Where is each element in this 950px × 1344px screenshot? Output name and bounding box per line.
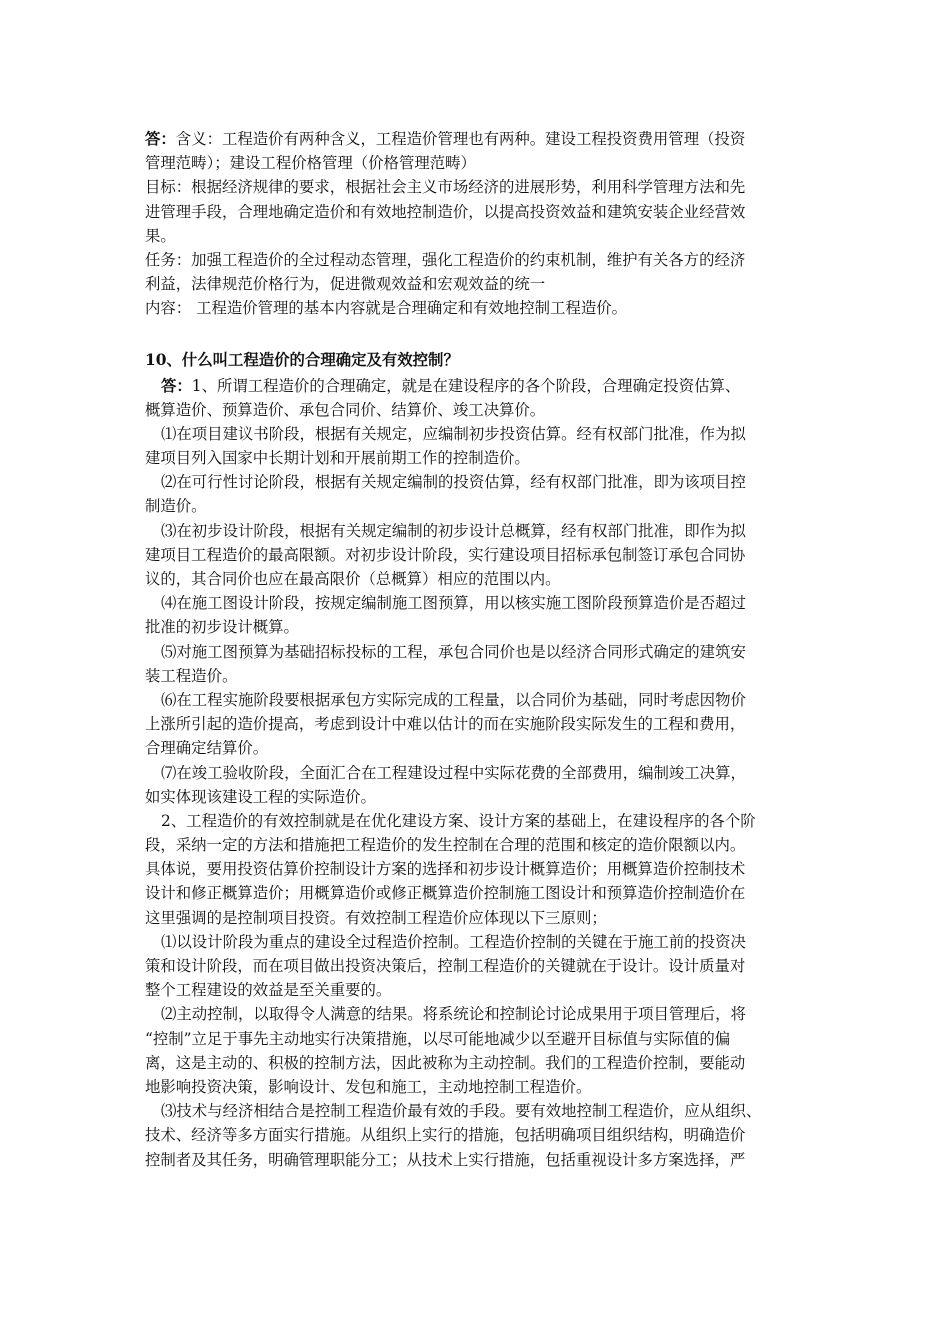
text-line xyxy=(145,591,810,615)
line-text: 任务：加强工程造价的全过程动态管理，强化工程造价的约束机制，维护有关各方的经济 xyxy=(145,250,746,269)
text-line xyxy=(145,954,810,978)
line-text: 技术、经济等多方面实行措施。从组织上实行的措施，包括明确项目组织结构，明确造价 xyxy=(145,1126,746,1145)
text-line xyxy=(145,1051,810,1075)
document-page xyxy=(145,127,810,1172)
line-text: ⑺在竣工验收阶段，全面汇合在工程建设过程中实际花费的全部费用，编制竣工决算， xyxy=(161,763,746,782)
text-line xyxy=(145,1123,810,1147)
text-line xyxy=(145,736,810,760)
line-text: 上涨所引起的造价提高，考虑到设计中难以估计的而在实施阶段实际发生的工程和费用， xyxy=(145,715,746,734)
line-text: 段，采纳一定的方法和措施把工程造价的发生控制在合理的范围和核定的造价限额以内。 xyxy=(145,836,746,855)
line-text: ⑶技术与经济相结合是控制工程造价最有效的手段。要有效地控制工程造价，应从组织、 xyxy=(161,1102,762,1121)
answer-label: 答： xyxy=(161,376,192,395)
text-line xyxy=(145,640,810,664)
line-text: ⑴以设计阶段为重点的建设全过程造价控制。工程造价控制的关键在于施工前的投资决 xyxy=(161,932,746,951)
line-text: 控制者及其任务，明确管理职能分工；从技术上实行措施，包括重视设计多方案选择，严 xyxy=(145,1150,746,1169)
text-line xyxy=(145,1075,810,1099)
line-text: 果。 xyxy=(145,226,176,245)
line-text: 地影响投资决策，影响设计、发包和施工，主动地控制工程造价。 xyxy=(145,1077,592,1096)
line-text: 建项目列入国家中长期计划和开展前期工作的控制造价。 xyxy=(145,449,530,468)
text-line xyxy=(145,398,810,422)
line-text: ⑴在项目建议书阶段，根据有关规定，应编制初步投资估算。经有权部门批准，作为拟 xyxy=(161,424,746,443)
text-line xyxy=(145,688,810,712)
text-line xyxy=(145,712,810,736)
text-line xyxy=(145,248,810,272)
text-line xyxy=(145,200,810,224)
text-line xyxy=(145,881,810,905)
line-text: 具体说，要用投资估算价控制设计方案的选择和初步设计概算造价；用概算造价控制技术 xyxy=(145,860,746,879)
line-text: ⑸对施工图预算为基础招标投标的工程，承包合同价也是以经济合同形式确定的建筑安 xyxy=(161,642,746,661)
line-text: 2、工程造价的有效控制就是在优化建设方案、设计方案的基础上，在建设程序的各个阶 xyxy=(161,811,756,830)
line-text: ⑷在施工图设计阶段，按规定编制施工图预算，用以核实施工图阶段预算造价是否超过 xyxy=(161,594,746,613)
text-line xyxy=(145,519,810,543)
text-line xyxy=(145,833,810,857)
text-line xyxy=(145,1099,810,1123)
line-text: 1、所谓工程造价的合理确定，就是在建设程序的各个阶段，合理确定投资估算、 xyxy=(191,376,741,395)
line-text: ⑶在初步设计阶段，根据有关规定编制的初步设计总概算，经有权部门批准，即作为拟 xyxy=(161,521,746,540)
text-line xyxy=(145,175,810,199)
text-line xyxy=(145,1027,810,1051)
line-text: ⑹在工程实施阶段要根据承包方实际完成的工程量，以合同价为基础，同时考虑因物价 xyxy=(161,690,746,709)
text-line xyxy=(145,857,810,881)
text-line xyxy=(145,761,810,785)
line-text: 策和设计阶段，而在项目做出投资决策后，控制工程造价的关键就在于设计。设计质量对 xyxy=(145,957,746,975)
text-line xyxy=(145,809,810,833)
text-line xyxy=(145,664,810,688)
line-text: 含义：工程造价有两种含义，工程造价管理也有两种。建设工程投资费用管理（投资 xyxy=(175,130,746,148)
answer-9-block xyxy=(145,127,810,321)
line-text: 内容： 工程造价管理的基本内容就是合理确定和有效地控制工程造价。 xyxy=(145,299,628,318)
line-text: 这里强调的是控制项目投资。有效控制工程造价应体现以下三原则； xyxy=(145,908,607,927)
text-line xyxy=(145,151,810,175)
text-line xyxy=(145,494,810,518)
line-text: 合理确定结算价。 xyxy=(145,739,269,758)
line-text: 目标：根据经济规律的要求，根据社会主义市场经济的进展形势，利用科学管理方法和先 xyxy=(145,178,746,197)
line-text: 进管理手段，合理地确定造价和有效地控制造价，以提高投资效益和建筑安装企业经营效 xyxy=(145,202,746,221)
text-line xyxy=(145,785,810,809)
text-line xyxy=(145,978,810,1002)
text-line xyxy=(145,930,810,954)
text-line xyxy=(145,446,810,470)
line-text: ⑵主动控制，以取得令人满意的结果。将系统论和控制论讨论成果用于项目管理后，将 xyxy=(161,1005,746,1024)
text-line xyxy=(145,374,810,398)
answer-label: 答： xyxy=(145,130,176,148)
text-line xyxy=(145,906,810,930)
line-text: 整个工程建设的效益是至关重要的。 xyxy=(145,981,392,1000)
answer-10-block xyxy=(145,374,810,1172)
line-text: 批准的初步设计概算。 xyxy=(145,618,299,637)
text-line xyxy=(145,224,810,248)
line-text: 议的，其合同价也应在最高限价（总概算）相应的范围以内。 xyxy=(145,570,561,588)
line-text: 建项目工程造价的最高限额。对初步设计阶段，实行建设项目招标承包制签订承包合同协 xyxy=(145,545,746,564)
text-line xyxy=(145,296,810,320)
text-line xyxy=(145,543,810,567)
text-line xyxy=(145,615,810,639)
paragraph-gap xyxy=(145,321,810,348)
line-text: 设计和修正概算造价；用概算造价或修正概算造价控制施工图设计和预算造价控制造价在 xyxy=(145,884,746,903)
text-line xyxy=(145,470,810,494)
line-text: 制造价。 xyxy=(145,497,207,516)
text-line xyxy=(145,567,810,591)
text-line xyxy=(145,1148,810,1172)
line-text: 概算造价、预算造价、承包合同价、结算价、竣工决算价。 xyxy=(145,400,546,419)
question-10-heading: 10、什么叫工程造价的合理确定及有效控制？ xyxy=(145,350,459,369)
line-text: 管理范畴）；建设工程价格管理（价格管理范畴） xyxy=(145,154,476,173)
text-line xyxy=(145,422,810,446)
text-line xyxy=(145,127,810,151)
line-text: “控制”立足于事先主动地实行决策措施，以尽可能地减少以至避开目标值与实际值的偏 xyxy=(145,1029,731,1048)
line-text: 离，这是主动的、积极的控制方法，因此被称为主动控制。我们的工程造价控制，要能动 xyxy=(145,1053,746,1072)
line-text: 利益，法律规范价格行为，促进微观效益和宏观效益的统一 xyxy=(145,275,546,294)
text-line xyxy=(145,272,810,296)
line-text: ⑵在可行性讨论阶段，根据有关规定编制的投资估算，经有权部门批准，即为该项目控 xyxy=(161,473,746,492)
line-text: 如实体现该建设工程的实际造价。 xyxy=(145,787,376,806)
line-text: 装工程造价。 xyxy=(145,666,238,685)
text-line xyxy=(145,1002,810,1026)
